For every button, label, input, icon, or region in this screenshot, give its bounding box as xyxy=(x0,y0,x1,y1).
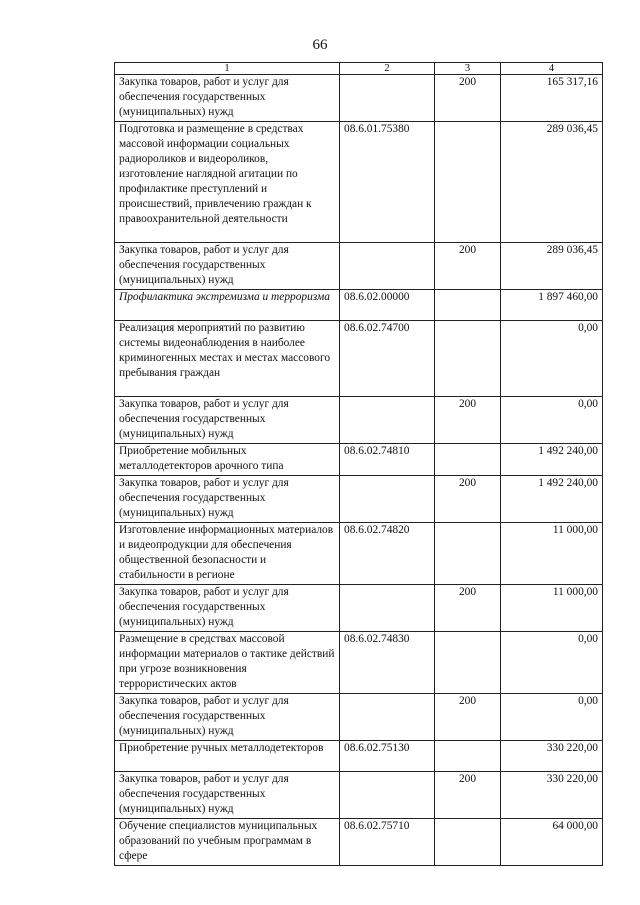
item-name-cell: Реализация мероприятий по развитию системы видеонаблюдения в наиболее криминогенных местах и местах массового пребывания граждан xyxy=(115,321,340,397)
table-row xyxy=(115,523,603,585)
target-code-cell xyxy=(340,397,435,444)
expense-type-cell xyxy=(435,321,501,397)
amount-cell: 1 492 240,00 xyxy=(501,476,603,523)
target-code-cell: 08.6.02.00000 xyxy=(340,290,435,321)
target-code-cell: 08.6.02.74700 xyxy=(340,321,435,397)
amount-cell: 330 220,00 xyxy=(501,772,603,819)
item-name-cell: Размещение в средствах массовой информации материалов о тактике действий при угрозе возникновения террористических актов xyxy=(115,632,340,694)
budget-table xyxy=(114,62,603,866)
item-name-cell: Закупка товаров, работ и услуг для обеспечения государственных (муниципальных) нужд xyxy=(115,75,340,122)
header-col-1: 1 xyxy=(115,63,340,75)
item-name-cell: Приобретение мобильных металлодетекторов арочного типа xyxy=(115,444,340,476)
target-code-cell xyxy=(340,694,435,741)
item-name-cell: Закупка товаров, работ и услуг для обеспечения государственных (муниципальных) нужд xyxy=(115,772,340,819)
amount-cell: 64 000,00 xyxy=(501,819,603,866)
expense-type-cell: 200 xyxy=(435,694,501,741)
amount-cell: 289 036,45 xyxy=(501,122,603,243)
expense-type-cell xyxy=(435,290,501,321)
expense-type-cell xyxy=(435,122,501,243)
target-code-cell xyxy=(340,476,435,523)
item-name-cell: Закупка товаров, работ и услуг для обеспечения государственных (муниципальных) нужд xyxy=(115,585,340,632)
amount-cell: 0,00 xyxy=(501,397,603,444)
table-row xyxy=(115,122,603,243)
target-code-cell: 08.6.02.75710 xyxy=(340,819,435,866)
item-name-cell: Профилактика экстремизма и терроризма xyxy=(115,290,340,321)
header-row xyxy=(115,63,603,75)
table-row xyxy=(115,741,603,772)
expense-type-cell xyxy=(435,819,501,866)
target-code-cell: 08.6.01.75380 xyxy=(340,122,435,243)
expense-type-cell: 200 xyxy=(435,585,501,632)
item-name-cell: Закупка товаров, работ и услуг для обеспечения государственных (муниципальных) нужд xyxy=(115,243,340,290)
table-row xyxy=(115,444,603,476)
expense-type-cell: 200 xyxy=(435,772,501,819)
amount-cell: 165 317,16 xyxy=(501,75,603,122)
expense-type-cell: 200 xyxy=(435,397,501,444)
table-row xyxy=(115,321,603,397)
header-col-2: 2 xyxy=(340,63,435,75)
target-code-cell xyxy=(340,75,435,122)
expense-type-cell xyxy=(435,632,501,694)
amount-cell: 1 492 240,00 xyxy=(501,444,603,476)
target-code-cell xyxy=(340,772,435,819)
expense-type-cell: 200 xyxy=(435,243,501,290)
target-code-cell: 08.6.02.75130 xyxy=(340,741,435,772)
header-col-4: 4 xyxy=(501,63,603,75)
header-col-3: 3 xyxy=(435,63,501,75)
amount-cell: 0,00 xyxy=(501,321,603,397)
target-code-cell xyxy=(340,243,435,290)
table-row xyxy=(115,290,603,321)
expense-type-cell xyxy=(435,523,501,585)
target-code-cell: 08.6.02.74820 xyxy=(340,523,435,585)
item-name-cell: Закупка товаров, работ и услуг для обеспечения государственных (муниципальных) нужд xyxy=(115,476,340,523)
item-name-cell: Закупка товаров, работ и услуг для обеспечения государственных (муниципальных) нужд xyxy=(115,694,340,741)
amount-cell: 11 000,00 xyxy=(501,585,603,632)
expense-type-cell: 200 xyxy=(435,476,501,523)
expense-type-cell xyxy=(435,741,501,772)
table-row xyxy=(115,772,603,819)
table-row xyxy=(115,476,603,523)
item-name-cell: Закупка товаров, работ и услуг для обеспечения государственных (муниципальных) нужд xyxy=(115,397,340,444)
item-name-cell: Подготовка и размещение в средствах массовой информации социальных радиороликов и видеороликов, изготовление наглядной агитации по профилактике преступлений и происшествий, привлечению граждан к правоохранительной деятельности xyxy=(115,122,340,243)
item-name-cell: Обучение специалистов муниципальных образований по учебным программам в сфере xyxy=(115,819,340,866)
table-row xyxy=(115,243,603,290)
target-code-cell: 08.6.02.74830 xyxy=(340,632,435,694)
expense-type-cell xyxy=(435,444,501,476)
item-name-cell: Приобретение ручных металлодетекторов xyxy=(115,741,340,772)
target-code-cell: 08.6.02.74810 xyxy=(340,444,435,476)
table-row xyxy=(115,397,603,444)
page-number: 66 xyxy=(312,37,328,53)
amount-cell: 289 036,45 xyxy=(501,243,603,290)
table-row xyxy=(115,632,603,694)
table-row xyxy=(115,819,603,866)
amount-cell: 0,00 xyxy=(501,632,603,694)
amount-cell: 0,00 xyxy=(501,694,603,741)
target-code-cell xyxy=(340,585,435,632)
amount-cell: 11 000,00 xyxy=(501,523,603,585)
item-name-cell: Изготовление информационных материалов и видеопродукции для обеспечения общественной безопасности и стабильности в регионе xyxy=(115,523,340,585)
amount-cell: 330 220,00 xyxy=(501,741,603,772)
table-row xyxy=(115,75,603,122)
table-body xyxy=(115,75,603,866)
table-row xyxy=(115,585,603,632)
expense-type-cell: 200 xyxy=(435,75,501,122)
amount-cell: 1 897 460,00 xyxy=(501,290,603,321)
table-row xyxy=(115,694,603,741)
